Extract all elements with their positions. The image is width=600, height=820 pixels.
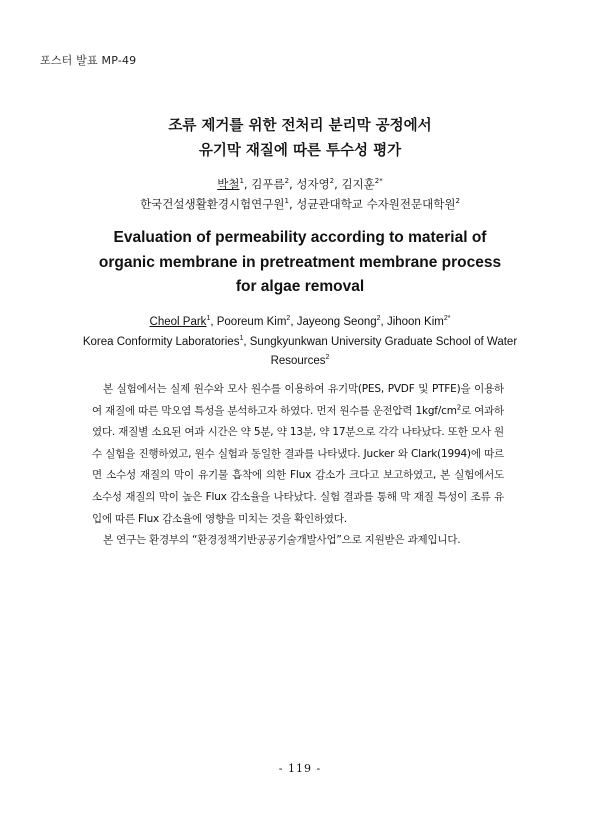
author-name: Pooreum Kim (216, 316, 287, 328)
english-title (0, 226, 600, 300)
author-affiliation-mark: 1 (206, 315, 211, 323)
english-title-line: Evaluation of permeability according to material of (113, 229, 487, 246)
author-affiliation-mark: 1 (239, 177, 244, 186)
affiliation-mark: 1 (239, 334, 244, 342)
author (150, 316, 217, 328)
author-separator: , (243, 177, 252, 191)
affiliation-separator: , (288, 197, 297, 211)
author-name: 성자영 (296, 177, 330, 191)
unit-superscript: 2 (456, 403, 462, 412)
section-label: 포스터 발표 MP-49 (40, 54, 137, 67)
abstract-paragraph (92, 379, 504, 530)
acknowledgement: 본 연구는 환경부의 “환경정책기반공공기술개발사업”으로 지원받은 과제입니다. (103, 534, 461, 547)
korean-title (0, 114, 600, 164)
author-affiliation-mark: 2* (443, 315, 451, 323)
abstract-text: 본 실험에서는 실제 원수와 모사 원수를 이용하여 유기막(PES, PVDF 및 PTFE)을 이용하여 재질에 따른 막오염 특성을 분석하고자 하였다. 먼저 원수를 운전압력 1kgf/cm (92, 383, 504, 417)
author-name: Jayeong Seong (296, 316, 377, 328)
affiliation: Korea Conformity Laboratories (82, 335, 240, 348)
affiliation-mark: 1 (284, 197, 289, 206)
abstract-text: 로 여과하였다. 재질별 소요된 여과 시간은 약 5분, 약 13분, 약 17분으로 각각 나타났다. 또한 모사 원수 실험을 진행하였고, 원수 실험과 동일한 결과를 나타냈다. Jucker 와 Clark(1994)에 따르면 소수성 재질의 막이 유기물 흡착에 의한 Flux 감소가 크다고 보고하였고, 본 실험에서도 소수성 재질의 막이 높은 Flux 감소율을 나타났다. 실험 결과를 통해 막 재질 특성이 조류 유입에 따른 Flux 감소율에 영향을 미치는 것을 확인하였다. (92, 404, 504, 525)
author-affiliation-mark: 2* (374, 177, 383, 186)
english-author-list (80, 313, 520, 333)
author-affiliation-mark: 2 (329, 177, 335, 186)
affiliation: 한국건설생활환경시험연구원 (140, 197, 285, 211)
abstract-body (92, 379, 504, 552)
korean-author-list (0, 174, 600, 194)
english-authors-block (80, 313, 520, 372)
author-separator: , (380, 316, 387, 328)
korean-authors-block (0, 174, 600, 214)
korean-affiliations (0, 194, 600, 214)
author-separator: , (289, 177, 297, 191)
author-name: 김푸름 (251, 177, 285, 191)
author (217, 316, 297, 328)
author (251, 177, 296, 191)
author-name: 김지훈 (341, 177, 375, 191)
english-title-line: for algae removal (235, 278, 365, 295)
author (341, 177, 382, 191)
korean-title-line: 조류 제거를 위한 전처리 분리막 공정에서 (168, 118, 432, 134)
author (296, 177, 341, 191)
author-separator: , (334, 177, 342, 191)
affiliation-separator: , (243, 335, 250, 348)
affiliation: 성균관대학교 수자원전문대학원 (296, 197, 456, 211)
affiliation: Sungkyunkwan University Graduate School of Water Resources (249, 335, 518, 367)
english-title-line: organic membrane in pretreatment membrane process (98, 253, 502, 271)
author-name: 박철 (217, 177, 240, 191)
author-name: Cheol Park (149, 316, 207, 328)
author-affiliation-mark: 2 (286, 315, 291, 323)
affiliation-mark: 2 (455, 197, 460, 206)
author-affiliation-mark: 2 (376, 315, 381, 323)
author-name: Jihoon Kim (386, 316, 444, 328)
author-separator: , (290, 316, 297, 328)
korean-title-line: 유기막 재질에 따른 투수성 평가 (198, 143, 402, 159)
page-number: - 119 - (278, 762, 322, 775)
author (297, 316, 387, 328)
affiliation-mark: 2 (325, 354, 330, 362)
author-separator: , (210, 316, 217, 328)
author-affiliation-mark: 2 (284, 177, 290, 186)
author (217, 177, 251, 191)
english-affiliations (80, 333, 520, 372)
author (387, 316, 451, 328)
